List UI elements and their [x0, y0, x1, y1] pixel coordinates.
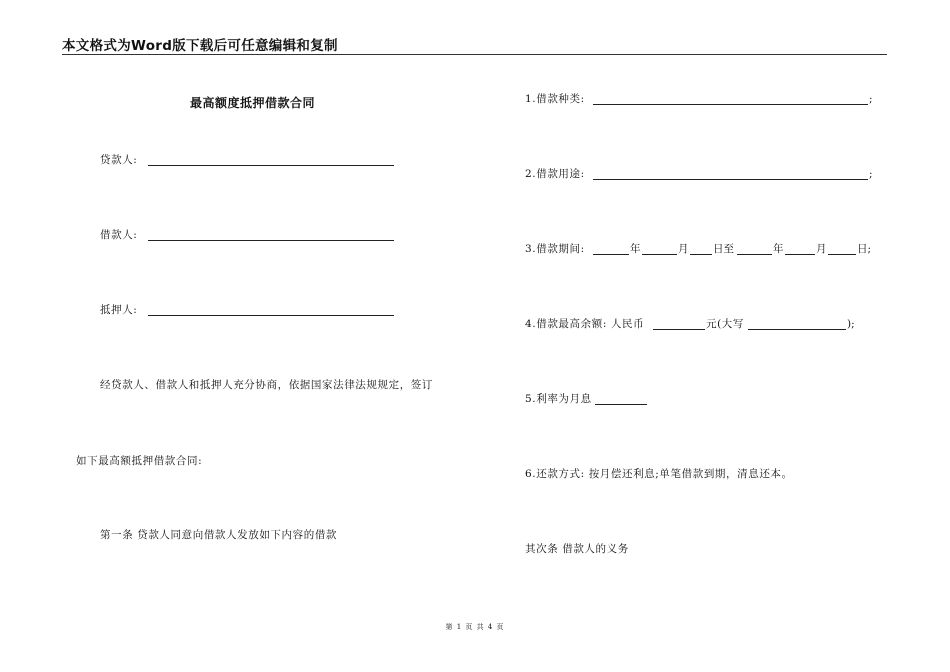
max-balance-words-blank — [748, 329, 846, 330]
interest-rate-blank — [595, 404, 647, 405]
end-month-unit: 月 — [816, 243, 827, 255]
start-month-blank — [642, 254, 677, 255]
start-month-unit: 月 — [678, 243, 689, 255]
start-year-blank — [593, 254, 629, 255]
lender-blank — [148, 165, 394, 166]
loan-type-blank — [593, 104, 868, 105]
repayment-method: 6.还款方式: 按月偿还利息;单笔借款到期，清息还本。 — [525, 468, 793, 480]
article-2-heading: 其次条 借款人的义务 — [525, 543, 629, 555]
borrower-label: 借款人: — [100, 229, 138, 241]
document-title: 最高额度抵押借款合同 — [190, 96, 316, 110]
max-balance-amount-blank — [653, 329, 705, 330]
page-footer: 第 1 页 共 4 页 — [445, 623, 505, 631]
end-day-unit: 日; — [857, 243, 872, 255]
end-day-blank — [828, 254, 856, 255]
intro-line-2: 如下最高额抵押借款合同: — [76, 455, 203, 467]
mortgagor-label: 抵押人: — [100, 304, 138, 316]
loan-purpose-end: ; — [869, 168, 873, 180]
loan-type-label: 1.借款种类: — [525, 93, 585, 105]
header-text: 本文格式为Word版下载后可任意编辑和复制 — [62, 38, 338, 54]
start-year-unit: 年 — [630, 243, 641, 255]
intro-line-1: 经贷款人、借款人和抵押人充分协商，依据国家法律法规规定，签订 — [100, 379, 433, 391]
max-balance-end: ); — [847, 318, 855, 330]
loan-type-end: ; — [869, 93, 873, 105]
start-day-blank — [690, 254, 712, 255]
interest-rate-label: 5.利率为月息 — [525, 393, 592, 405]
start-day-unit: 日至 — [713, 243, 734, 255]
mortgagor-blank — [148, 315, 394, 316]
lender-label: 贷款人: — [100, 154, 138, 166]
loan-purpose-blank — [593, 179, 868, 180]
max-balance-yuan: 元(大写 — [706, 318, 744, 330]
end-year-blank — [737, 254, 772, 255]
loan-purpose-label: 2.借款用途: — [525, 168, 585, 180]
max-balance-label: 4.借款最高余额: 人民币 — [525, 318, 645, 330]
page-header — [62, 34, 887, 55]
loan-period-label: 3.借款期间: — [525, 243, 585, 255]
borrower-blank — [148, 240, 394, 241]
end-year-unit: 年 — [773, 243, 784, 255]
article-1-heading: 第一条 贷款人同意向借款人发放如下内容的借款 — [100, 529, 338, 541]
end-month-blank — [785, 254, 815, 255]
